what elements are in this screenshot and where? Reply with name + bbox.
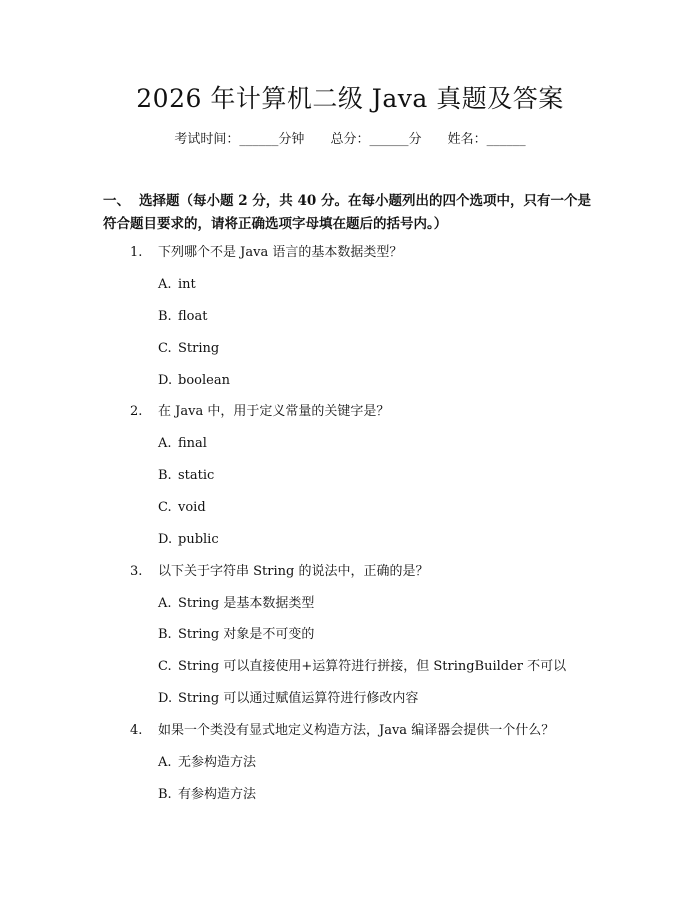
option-3d <box>158 690 418 708</box>
option-text: final <box>178 436 207 451</box>
option-letter: B. <box>158 309 172 324</box>
option-letter: C. <box>158 341 172 356</box>
exam-info-line <box>0 130 700 150</box>
option-text: void <box>178 500 206 515</box>
option-letter: B. <box>158 468 172 483</box>
option-3b <box>158 626 314 644</box>
option-letter: D. <box>158 373 173 388</box>
option-text: 无参构造方法 <box>178 755 257 770</box>
name-field: 姓名：______ <box>447 132 526 147</box>
option-text: static <box>178 468 215 483</box>
section-instructions-2: 符合题目要求的，请将正确选项字母填在题后的括号内。） <box>103 216 448 232</box>
question-number: 3. <box>130 564 143 579</box>
option-letter: D. <box>158 532 173 547</box>
question-number: 1. <box>130 245 143 260</box>
option-2c <box>158 499 206 517</box>
question-text: 下列哪个不是 Java 语言的基本数据类型？ <box>158 245 403 260</box>
option-text: int <box>178 277 196 292</box>
option-letter: A. <box>158 596 172 611</box>
option-1d <box>158 372 230 390</box>
option-letter: B. <box>158 627 172 642</box>
question-number: 4. <box>130 723 143 738</box>
question-3 <box>130 563 428 581</box>
question-number: 2. <box>130 404 143 419</box>
exam-time-field: 考试时间：______分钟 <box>174 132 305 147</box>
option-2d <box>158 531 219 549</box>
section-heading <box>103 190 603 236</box>
section-heading-line-1 <box>103 190 603 213</box>
option-3a <box>158 595 314 613</box>
option-1b <box>158 308 207 326</box>
option-1c <box>158 340 219 358</box>
section-instructions-1: 选择题（每小题 2 分，共 40 分。在每小题列出的四个选项中，只有一个是 <box>139 193 591 209</box>
option-letter: C. <box>158 659 172 674</box>
option-text: String 可以通过赋值运算符进行修改内容 <box>178 691 419 706</box>
option-text: String 是基本数据类型 <box>178 596 315 611</box>
option-text: String 对象是不可变的 <box>178 627 315 642</box>
option-letter: A. <box>158 436 172 451</box>
total-score-field: 总分：______分 <box>330 132 422 147</box>
option-letter: C. <box>158 500 172 515</box>
section-number: 一、 <box>103 193 130 209</box>
question-text: 以下关于字符串 String 的说法中，正确的是？ <box>158 564 429 579</box>
option-text: String 可以直接使用+运算符进行拼接，但 StringBuilder 不可以 <box>178 659 567 674</box>
option-letter: A. <box>158 277 172 292</box>
question-text: 在 Java 中，用于定义常量的关键字是？ <box>158 404 390 419</box>
option-4b <box>158 786 256 804</box>
option-3c <box>158 658 566 676</box>
option-letter: B. <box>158 787 172 802</box>
option-2b <box>158 467 214 485</box>
option-letter: A. <box>158 755 172 770</box>
option-text: String <box>178 341 220 356</box>
option-text: float <box>178 309 208 324</box>
option-text: public <box>178 532 219 547</box>
option-2a <box>158 435 207 453</box>
question-text: 如果一个类没有显式地定义构造方法，Java 编译器会提供一个什么？ <box>158 723 555 738</box>
option-letter: D. <box>158 691 173 706</box>
option-4a <box>158 754 256 772</box>
question-4 <box>130 722 554 740</box>
option-text: 有参构造方法 <box>178 787 257 802</box>
question-2 <box>130 403 389 421</box>
option-1a <box>158 276 196 294</box>
question-1 <box>130 244 402 262</box>
document-title: 2026 年计算机二级 Java 真题及答案 <box>136 84 564 113</box>
option-text: boolean <box>178 373 230 388</box>
